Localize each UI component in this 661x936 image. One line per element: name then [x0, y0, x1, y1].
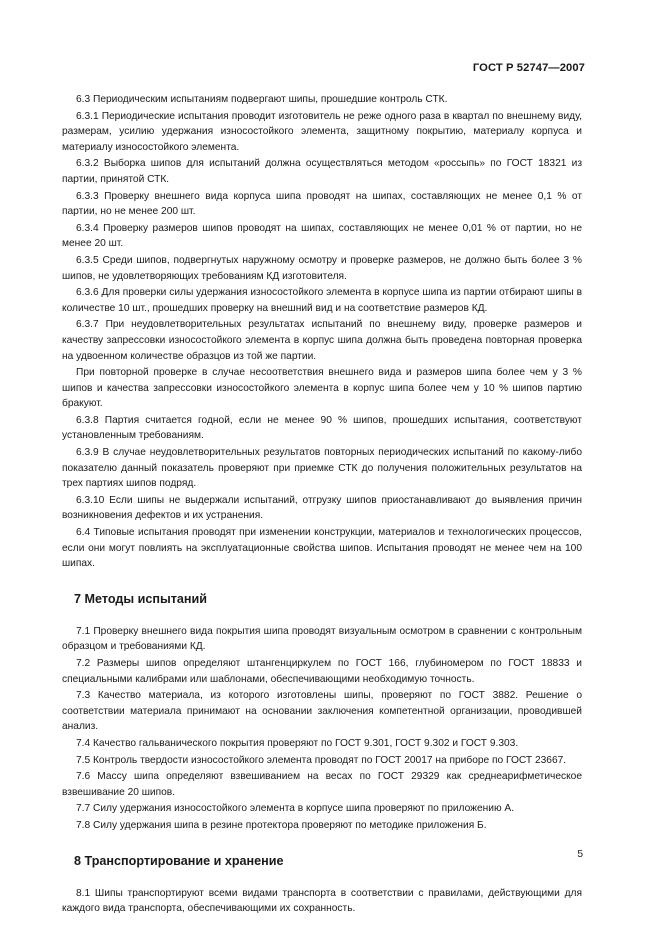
- paragraph-7-8: 7.8 Силу удержания шипа в резине протектора проверяют по методике приложения Б.: [76, 819, 487, 831]
- paragraph-6-3-6: 6.3.6 Для проверки силы удержания износостойкого элемента в корпусе шипа из партии отбирают шипы в количестве 10 шт., прошедших проверку на внешний вид и на соответствие размеров КД.: [62, 287, 582, 314]
- paragraph-6-3: 6.3 Периодическим испытаниям подвергают шипы, прошедшие контроль СТК.: [76, 94, 448, 105]
- paragraph-6-3-4: 6.3.4 Проверку размеров шипов проводят на шипах, составляющих не менее 0,01 % от партии, но не менее 20 шт.: [62, 222, 582, 250]
- paragraph-7-2: 7.2 Размеры шипов определяют штангенциркулем по ГОСТ 166, глубиномером по ГОСТ 18833 и специальными калибрами или шаблонами, обеспечивающими необходимую точность.: [62, 658, 582, 685]
- paragraph-6-3-7: 6.3.7 При неудовлетворительных результатах испытаний по внешнему виду, проверке размеров и качеству запрессовки износостойкого элемента в корпус шипа должна быть проведена повторная проверка на удвоенном количестве образцов из той же партии.: [62, 319, 582, 362]
- document-body: [62, 92, 582, 918]
- paragraph-7-5: 7.5 Контроль твердости износостойкого элемента проводят по ГОСТ 20017 на приборе по ГОСТ 23667.: [76, 754, 567, 766]
- paragraph-7-7: 7.7 Силу удержания износостойкого элемента в корпусе шипа проверяют по приложению А.: [76, 803, 515, 815]
- paragraph-6-3-1: 6.3.1 Периодические испытания проводит изготовитель не реже одного раза в квартал по внешнему виду, размерам, усилию удержания износостойкого элемента, защитному покрытию, материалу корпуса и материалу износостойкого элемента.: [62, 110, 582, 153]
- paragraph-6-3-5: 6.3.5 Среди шипов, подвергнутых наружному осмотру и проверке размеров, не должно быть более 3 % шипов, не удовлетворяющих требованиям КД изготовителя.: [62, 254, 582, 282]
- paragraph-6-4: 6.4 Типовые испытания проводят при изменении конструкции, материалов и технологических процессов, если они могут повлиять на эксплуатационные свойства шипов. Испытания проводят не менее чем на 100 шипах.: [62, 527, 582, 570]
- section-8-title: 8 Транспортирование и хранение: [74, 853, 284, 868]
- paragraph-7-4: 7.4 Качество гальванического покрытия проверяют по ГОСТ 9.301, ГОСТ 9.302 и ГОСТ 9.303.: [76, 737, 519, 749]
- section-7-title: 7 Методы испытаний: [74, 591, 207, 606]
- section-8-body: [62, 886, 582, 917]
- page-number: 5: [577, 849, 583, 860]
- paragraph-7-1: 7.1 Проверку внешнего вида покрытия шипа проводят визуальным осмотром в сравнении с контрольным образцом и требованиями КД.: [62, 625, 582, 653]
- paragraph-6-3-3: 6.3.3 Проверку внешнего вида корпуса шипа проводят на шипах, составляющих не менее 0,1 % от партии, но не менее 200 шт.: [62, 190, 582, 218]
- paragraph-7-3: 7.3 Качество материала, из которого изготовлены шипы, проверяют по ГОСТ 3882. Решение о соответствии материала принимают на основании заключения компетентной организации, проводившей анализ.: [62, 690, 582, 733]
- paragraph-6-3-9: 6.3.9 В случае неудовлетворительных результатов повторных периодических испытаний по какому-либо показателю данный показатель проверяют при приемке СТК до получения положительных результатов на трех партиях шипов подряд.: [62, 447, 582, 490]
- paragraph-7-6: 7.6 Массу шипа определяют взвешиванием на весах по ГОСТ 29329 как среднеарифметическое взвешивание 20 шипов.: [62, 771, 582, 798]
- section-7-body: [62, 624, 582, 834]
- paragraph-6-3-7-retest: При повторной проверке в случае несоответствия внешнего вида и размеров шипа более чем у 3 % шипов и качества запрессовки износостойкого элемента в корпус шипа более чем у 10 % шипов партию бракуют.: [62, 367, 582, 410]
- paragraph-6-3-10: 6.3.10 Если шипы не выдержали испытаний, отгрузку шипов приостанавливают до выявления причин возникновения дефектов и их устранения.: [62, 494, 582, 522]
- paragraph-6-3-2: 6.3.2 Выборка шипов для испытаний должна осуществляться методом «россыпь» по ГОСТ 18321 из партии, принятой СТК.: [62, 158, 582, 185]
- paragraph-8-1: 8.1 Шипы транспортируют всеми видами транспорта в соответствии с правилами, действующими для каждого вида транспорта, обеспечивающими их сохранность.: [62, 887, 582, 915]
- document-header: ГОСТ Р 52747—2007: [472, 62, 585, 74]
- paragraph-6-3-8: 6.3.8 Партия считается годной, если не менее 90 % шипов, прошедших испытания, соответствуют установленным требованиям.: [62, 414, 582, 442]
- section-6-continuation: [62, 92, 582, 572]
